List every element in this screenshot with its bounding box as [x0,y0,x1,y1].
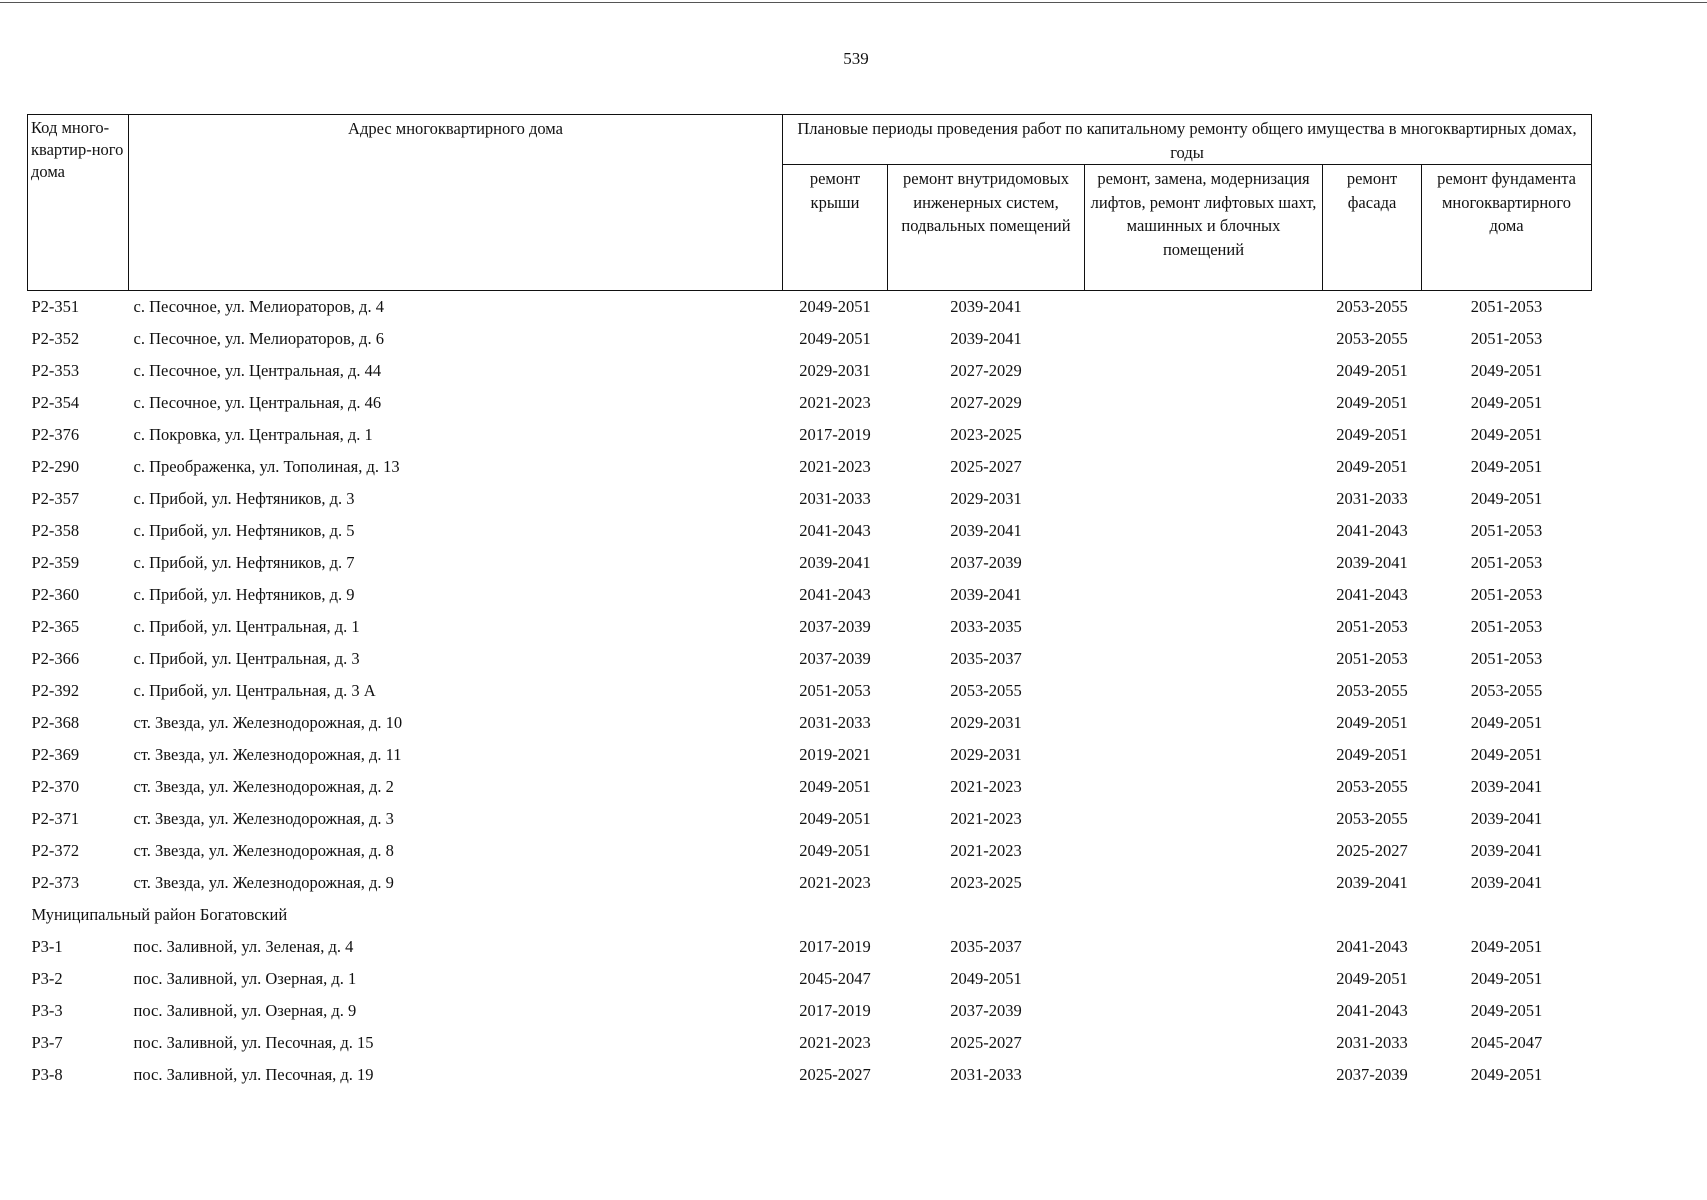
cell-foundation: 2049-2051 [1470,489,1543,508]
cell-lifts [1085,547,1323,579]
cell-foundation: 2051-2053 [1470,553,1543,572]
cell-facade: 2041-2043 [1336,1001,1408,1020]
cell-facade: 2053-2055 [1336,809,1408,828]
cell-facade: 2053-2055 [1336,777,1408,796]
cell-foundation: 2049-2051 [1470,1065,1543,1084]
cell-foundation: 2051-2053 [1470,329,1543,348]
table-row [28,803,1592,835]
cell-roof: 2049-2051 [799,809,871,828]
cell-address: пос. Заливной, ул. Песочная, д. 19 [133,1065,374,1084]
cell-code: Р3-8 [31,1065,63,1084]
cell-code: Р3-7 [31,1033,63,1052]
cell-roof: 2017-2019 [799,425,871,444]
cell-roof: 2029-2031 [799,361,871,380]
cell-roof: 2051-2053 [799,681,871,700]
cell-facade: 2039-2041 [1336,553,1408,572]
table-row [28,931,1592,963]
cell-address: пос. Заливной, ул. Озерная, д. 1 [133,969,357,988]
cell-address: с. Преображенка, ул. Тополиная, д. 13 [133,457,400,476]
table-row [28,963,1592,995]
cell-roof: 2017-2019 [799,1001,871,1020]
cell-systems: 2039-2041 [950,297,1022,316]
cell-roof: 2031-2033 [799,489,871,508]
capital-repair-table [27,114,1592,1091]
cell-facade: 2049-2051 [1336,969,1408,988]
table-row [28,771,1592,803]
cell-code: Р2-376 [31,425,80,444]
cell-roof: 2031-2033 [799,713,871,732]
cell-lifts [1085,387,1323,419]
cell-foundation: 2053-2055 [1470,681,1543,700]
cell-systems: 2025-2027 [950,1033,1022,1052]
cell-lifts [1085,963,1323,995]
cell-address: с. Прибой, ул. Нефтяников, д. 9 [133,585,355,604]
table-body-bogatovsky [28,931,1592,1091]
cell-foundation: 2051-2053 [1470,297,1543,316]
cell-facade: 2049-2051 [1336,425,1408,444]
cell-lifts [1085,931,1323,963]
table-row [28,643,1592,675]
cell-foundation: 2049-2051 [1470,457,1543,476]
table-row [28,323,1592,355]
table-row [28,835,1592,867]
cell-facade: 2041-2043 [1336,521,1408,540]
table-row [28,1027,1592,1059]
cell-systems: 2029-2031 [950,745,1022,764]
cell-systems: 2031-2033 [950,1065,1022,1084]
table-row [28,547,1592,579]
table-row [28,387,1592,419]
cell-foundation: 2049-2051 [1470,1001,1543,1020]
cell-foundation: 2049-2051 [1470,713,1543,732]
cell-lifts [1085,323,1323,355]
cell-lifts [1085,291,1323,324]
cell-roof: 2025-2027 [799,1065,871,1084]
cell-roof: 2049-2051 [799,841,871,860]
cell-foundation: 2051-2053 [1470,585,1543,604]
cell-systems: 2039-2041 [950,329,1022,348]
cell-systems: 2027-2029 [950,393,1022,412]
cell-facade: 2049-2051 [1336,393,1408,412]
cell-systems: 2025-2027 [950,457,1022,476]
cell-foundation: 2039-2041 [1470,777,1543,796]
cell-address: с. Прибой, ул. Нефтяников, д. 5 [133,521,355,540]
cell-foundation: 2049-2051 [1470,937,1543,956]
cell-roof: 2045-2047 [799,969,871,988]
cell-code: Р2-392 [31,681,80,700]
cell-address: пос. Заливной, ул. Зеленая, д. 4 [133,937,354,956]
cell-address: ст. Звезда, ул. Железнодорожная, д. 2 [133,777,394,796]
cell-code: Р3-2 [31,969,63,988]
cell-address: с. Прибой, ул. Нефтяников, д. 7 [133,553,355,572]
cell-roof: 2049-2051 [799,777,871,796]
cell-address: пос. Заливной, ул. Озерная, д. 9 [133,1001,357,1020]
cell-code: Р2-365 [31,617,80,636]
cell-lifts [1085,1059,1323,1091]
cell-address: с. Песочное, ул. Мелиораторов, д. 6 [133,329,384,348]
cell-systems: 2053-2055 [950,681,1022,700]
cell-systems: 2037-2039 [950,553,1022,572]
cell-roof: 2017-2019 [799,937,871,956]
cell-systems: 2039-2041 [950,585,1022,604]
page-number: 539 [843,49,869,68]
table-body-district-2 [28,291,1592,900]
cell-systems: 2029-2031 [950,713,1022,732]
cell-systems: 2039-2041 [950,521,1022,540]
cell-facade: 2049-2051 [1336,713,1408,732]
cell-lifts [1085,835,1323,867]
cell-foundation: 2049-2051 [1470,361,1543,380]
cell-roof: 2041-2043 [799,585,871,604]
cell-code: Р2-352 [31,329,80,348]
cell-lifts [1085,739,1323,771]
cell-foundation: 2049-2051 [1470,969,1543,988]
cell-code: Р2-359 [31,553,80,572]
cell-code: Р2-351 [31,297,80,316]
cell-code: Р2-372 [31,841,80,860]
cell-lifts [1085,1027,1323,1059]
cell-roof: 2041-2043 [799,521,871,540]
cell-address: с. Песочное, ул. Центральная, д. 44 [133,361,382,380]
cell-facade: 2053-2055 [1336,297,1408,316]
table-row [28,611,1592,643]
table-row [28,995,1592,1027]
cell-address: ст. Звезда, ул. Железнодорожная, д. 8 [133,841,394,860]
cell-address: с. Песочное, ул. Центральная, д. 46 [133,393,382,412]
table-row [28,1059,1592,1091]
header-foundation: ремонт фундамента многоквартирного дома [1422,165,1592,291]
cell-address: ст. Звезда, ул. Железнодорожная, д. 3 [133,809,394,828]
cell-foundation: 2039-2041 [1470,809,1543,828]
cell-systems: 2029-2031 [950,489,1022,508]
cell-systems: 2021-2023 [950,777,1022,796]
header-facade: ремонт фасада [1323,165,1422,291]
cell-lifts [1085,803,1323,835]
top-rule [0,2,1707,3]
cell-lifts [1085,451,1323,483]
cell-lifts [1085,675,1323,707]
cell-roof: 2049-2051 [799,329,871,348]
cell-code: Р2-353 [31,361,80,380]
cell-code: Р2-354 [31,393,80,412]
cell-foundation: 2051-2053 [1470,617,1543,636]
cell-facade: 2039-2041 [1336,873,1408,892]
cell-address: с. Прибой, ул. Нефтяников, д. 3 [133,489,355,508]
cell-facade: 2041-2043 [1336,585,1408,604]
cell-facade: 2031-2033 [1336,1033,1408,1052]
cell-facade: 2051-2053 [1336,649,1408,668]
cell-foundation: 2039-2041 [1470,841,1543,860]
cell-code: Р2-369 [31,745,80,764]
section-row-group [28,899,1592,931]
header-address: Адрес многоквартирного дома [129,115,783,291]
cell-facade: 2049-2051 [1336,745,1408,764]
cell-lifts [1085,771,1323,803]
cell-code: Р2-360 [31,585,80,604]
cell-facade: 2051-2053 [1336,617,1408,636]
cell-address: с. Прибой, ул. Центральная, д. 3 А [133,681,376,700]
cell-code: Р2-371 [31,809,80,828]
cell-foundation: 2049-2051 [1470,745,1543,764]
cell-lifts [1085,643,1323,675]
section-row [28,899,1592,931]
cell-lifts [1085,419,1323,451]
cell-facade: 2037-2039 [1336,1065,1408,1084]
cell-address: с. Песочное, ул. Мелиораторов, д. 4 [133,297,384,316]
table-row [28,675,1592,707]
cell-roof: 2037-2039 [799,617,871,636]
cell-facade: 2025-2027 [1336,841,1408,860]
cell-facade: 2053-2055 [1336,329,1408,348]
table-row [28,739,1592,771]
cell-lifts [1085,355,1323,387]
cell-systems: 2027-2029 [950,361,1022,380]
cell-roof: 2021-2023 [799,457,871,476]
table-row [28,867,1592,899]
header-periods: Плановые периоды проведения работ по капитальному ремонту общего имущества в многоквартирных домах, годы [783,115,1592,165]
table-row [28,579,1592,611]
cell-systems: 2037-2039 [950,1001,1022,1020]
cell-systems: 2033-2035 [950,617,1022,636]
cell-lifts [1085,707,1323,739]
cell-code: Р2-357 [31,489,80,508]
cell-facade: 2053-2055 [1336,681,1408,700]
cell-foundation: 2045-2047 [1470,1033,1543,1052]
cell-code: Р3-1 [31,937,63,956]
cell-address: ст. Звезда, ул. Железнодорожная, д. 11 [133,745,402,764]
cell-systems: 2021-2023 [950,809,1022,828]
cell-systems: 2023-2025 [950,425,1022,444]
cell-code: Р2-373 [31,873,80,892]
cell-lifts [1085,995,1323,1027]
cell-foundation: 2051-2053 [1470,649,1543,668]
cell-systems: 2021-2023 [950,841,1022,860]
header-code: Код много-квартир-ного дома [28,115,129,291]
cell-address: с. Прибой, ул. Центральная, д. 3 [133,649,360,668]
cell-address: с. Покровка, ул. Центральная, д. 1 [133,425,373,444]
cell-address: ст. Звезда, ул. Железнодорожная, д. 9 [133,873,394,892]
cell-roof: 2021-2023 [799,1033,871,1052]
cell-foundation: 2039-2041 [1470,873,1543,892]
cell-facade: 2031-2033 [1336,489,1408,508]
cell-roof: 2021-2023 [799,873,871,892]
cell-systems: 2049-2051 [950,969,1022,988]
table-row [28,291,1592,324]
cell-lifts [1085,579,1323,611]
cell-roof: 2049-2051 [799,297,871,316]
header-lifts: ремонт, замена, модернизация лифтов, ремонт лифтовых шахт, машинных и блочных помещений [1085,165,1323,291]
cell-foundation: 2049-2051 [1470,425,1543,444]
cell-code: Р2-290 [31,457,80,476]
cell-code: Р2-358 [31,521,80,540]
cell-foundation: 2049-2051 [1470,393,1543,412]
cell-address: пос. Заливной, ул. Песочная, д. 15 [133,1033,374,1052]
cell-facade: 2049-2051 [1336,361,1408,380]
table-row [28,419,1592,451]
cell-roof: 2019-2021 [799,745,871,764]
table-row [28,707,1592,739]
cell-systems: 2023-2025 [950,873,1022,892]
cell-facade: 2041-2043 [1336,937,1408,956]
cell-lifts [1085,483,1323,515]
cell-systems: 2035-2037 [950,937,1022,956]
cell-foundation: 2051-2053 [1470,521,1543,540]
cell-lifts [1085,867,1323,899]
cell-code: Р2-370 [31,777,80,796]
cell-address: ст. Звезда, ул. Железнодорожная, д. 10 [133,713,403,732]
header-roof: ремонт крыши [783,165,888,291]
cell-systems: 2035-2037 [950,649,1022,668]
cell-lifts [1085,611,1323,643]
table-row [28,515,1592,547]
cell-roof: 2021-2023 [799,393,871,412]
section-title: Муниципальный район Богатовский [31,905,288,924]
cell-address: с. Прибой, ул. Центральная, д. 1 [133,617,360,636]
cell-code: Р2-368 [31,713,80,732]
cell-roof: 2037-2039 [799,649,871,668]
table-row [28,451,1592,483]
cell-roof: 2039-2041 [799,553,871,572]
cell-lifts [1085,515,1323,547]
cell-code: Р3-3 [31,1001,63,1020]
header-systems: ремонт внутридомовых инженерных систем, подвальных помещений [888,165,1085,291]
table-row [28,483,1592,515]
table-row [28,355,1592,387]
cell-facade: 2049-2051 [1336,457,1408,476]
cell-code: Р2-366 [31,649,80,668]
